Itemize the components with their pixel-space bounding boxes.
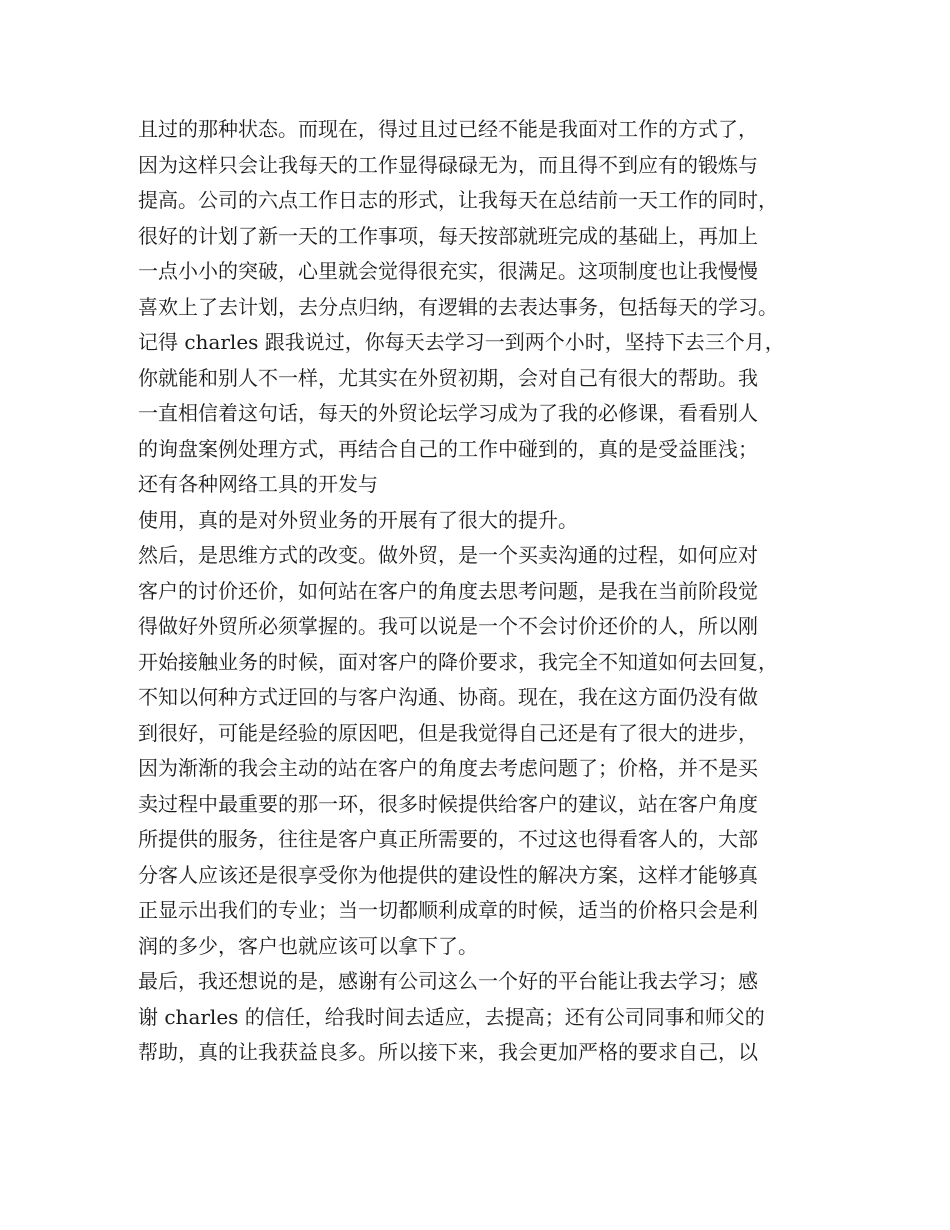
body-text <box>138 112 838 1071</box>
text-line: 一点小小的突破，心里就会觉得很充实，很满足。这项制度也让我慢慢 <box>138 259 758 283</box>
text-line: 正显示出我们的专业；当一切都顺利成章的时候，适当的价格只会是利 <box>138 898 758 922</box>
text-line: 到很好，可能是经验的原因吧，但是我觉得自己还是有了很大的进步， <box>138 720 758 745</box>
text-line: 一直相信着这句话，每天的外贸论坛学习成为了我的必修课，看看别人 <box>138 401 758 425</box>
text-line: 客户的讨价还价，如何站在客户的角度去思考问题，是我在当前阶段觉 <box>138 578 758 603</box>
text-line: 还有各种网络工具的开发与 <box>138 472 378 496</box>
text-line: 因为渐渐的我会主动的站在客户的角度去考虑问题了；价格，并不是买 <box>138 756 758 780</box>
text-line: 提高。公司的六点工作日志的形式，让我每天在总结前一天工作的同时， <box>138 188 778 212</box>
text-line: 分客人应该还是很享受你为他提供的建设性的解决方案，这样才能够真 <box>138 862 758 887</box>
text-line: 的询盘案例处理方式，再结合自己的工作中碰到的，真的是受益匪浅； <box>138 436 758 461</box>
text-line: 开始接触业务的时候，面对客户的降价要求，我完全不知道如何去回复， <box>138 649 778 674</box>
text-line: 你就能和别人不一样，尤其实在外贸初期，会对自己有很大的帮助。我 <box>138 365 758 390</box>
text-line: 且过的那种状态。而现在，得过且过已经不能是我面对工作的方式了， <box>138 117 758 141</box>
text-line: 润的多少，客户也就应该可以拿下了。 <box>138 933 478 958</box>
text-line: 喜欢上了去计划，去分点归纳，有逻辑的去表达事务，包括每天的学习。 <box>138 294 778 319</box>
text-line: 最后，我还想说的是，感谢有公司这么一个好的平台能让我去学习；感 <box>138 969 758 993</box>
text-line: 得做好外贸所必须掌握的。我可以说是一个不会讨价还价的人，所以刚 <box>138 614 758 638</box>
text-line: 谢 charles 的信任，给我时间去适应，去提高；还有公司同事和师父的 <box>138 1004 765 1029</box>
text-line: 因为这样只会让我每天的工作显得碌碌无为，而且得不到应有的锻炼与 <box>138 152 758 177</box>
text-line: 记得 charles 跟我说过，你每天去学习一到两个小时，坚持下去三个月， <box>138 330 785 354</box>
text-line: 所提供的服务，往往是客户真正所需要的，不过这也得看客人的，大部 <box>138 827 758 851</box>
text-line: 然后，是思维方式的改变。做外贸，是一个买卖沟通的过程，如何应对 <box>138 543 758 567</box>
text-line: 卖过程中最重要的那一环，很多时候提供给客户的建议，站在客户角度 <box>138 791 758 816</box>
text-line: 不知以何种方式迂回的与客户沟通、协商。现在，我在这方面仍没有做 <box>138 685 758 709</box>
text-line: 很好的计划了新一天的工作事项，每天按部就班完成的基础上，再加上 <box>138 223 758 248</box>
text-line: 帮助，真的让我获益良多。所以接下来，我会更加严格的要求自己，以 <box>138 1040 758 1064</box>
text-line: 使用，真的是对外贸业务的开展有了很大的提升。 <box>138 507 578 532</box>
